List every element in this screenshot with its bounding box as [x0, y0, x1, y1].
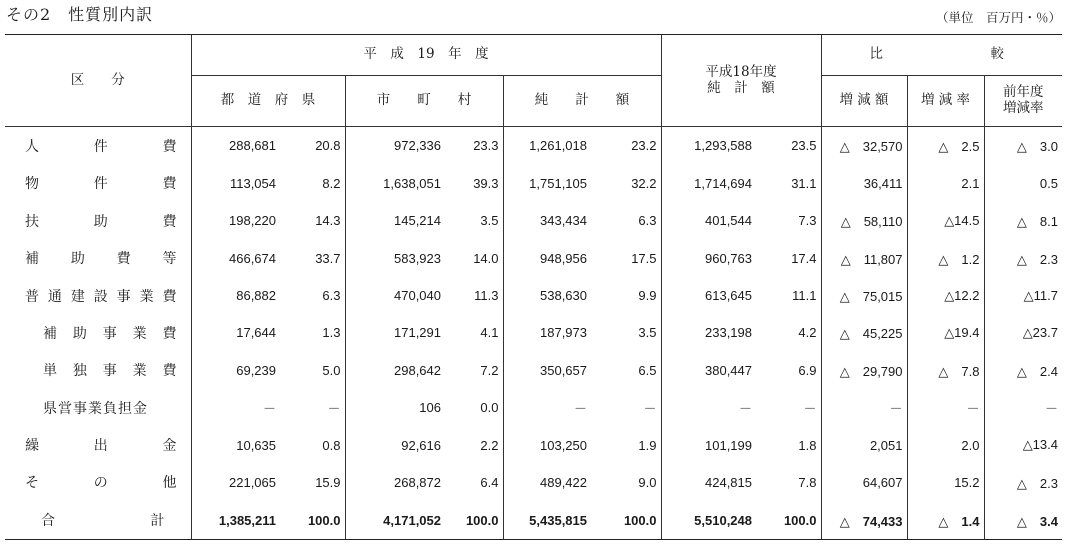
row-label: 合計 — [5, 501, 191, 539]
cell-h18-amount: － — [661, 389, 756, 426]
cell-h18-amount: 1,293,588 — [661, 127, 756, 165]
cell-junkei-amount: 5,435,815 — [503, 501, 591, 539]
row-label: 単独事業費 — [43, 363, 177, 380]
cell-junkei-amount: 948,956 — [503, 240, 591, 277]
header-h18 — [661, 35, 821, 127]
cell-zogengaku: △ 29,790 — [821, 352, 907, 389]
cell-zennendo: △ 3.4 — [984, 501, 1062, 539]
cell-h18-share: 17.4 — [791, 250, 817, 266]
row-label: 人件費 — [25, 138, 177, 155]
cell-shichoson-share: 3.5 — [480, 213, 499, 229]
cell-zogenritsu: △ 1.2 — [907, 240, 984, 277]
cell-zogenritsu: － — [907, 389, 984, 426]
cell-shichoson-amount: 470,040 — [345, 277, 445, 314]
table-row — [5, 202, 1062, 239]
unit-note: （単位 百万円・％） — [935, 10, 1061, 25]
cell-zennendo: △ 8.1 — [984, 202, 1062, 239]
cell-zogenritsu: 2.0 — [907, 426, 984, 463]
table-row — [5, 127, 1062, 165]
cell-junkei-share: 1.9 — [638, 437, 657, 453]
cell-zennendo: △13.4 — [984, 426, 1062, 463]
table-row — [5, 464, 1062, 501]
cell-h18-share: 100.0 — [756, 501, 821, 539]
expenditure-table — [5, 34, 1062, 540]
cell-zogenritsu: △19.4 — [907, 314, 984, 351]
table-row — [5, 426, 1062, 463]
cell-shichoson-share: 2.2 — [480, 437, 499, 453]
cell-junkei-amount: 187,973 — [503, 314, 591, 351]
cell-todofuken-amount: － — [191, 389, 280, 426]
cell-todofuken-share: 0.8 — [322, 437, 341, 453]
cell-todofuken-amount: 69,239 — [191, 352, 280, 389]
cell-junkei-share: 100.0 — [591, 501, 661, 539]
cell-todofuken-share: 6.3 — [322, 288, 341, 304]
cell-junkei-share: 17.5 — [631, 250, 657, 266]
cell-todofuken-amount: 288,681 — [191, 127, 280, 165]
cell-junkei-amount: 1,751,105 — [503, 165, 591, 202]
table-row-total — [5, 501, 1062, 539]
cell-zennendo: △23.7 — [984, 314, 1062, 351]
header-kubun: 区 分 — [5, 35, 191, 127]
cell-shichoson-amount: 171,291 — [345, 314, 445, 351]
cell-todofuken-share: 33.7 — [315, 250, 341, 266]
header-zennendo-line1: 前年度 — [1003, 84, 1044, 101]
cell-h18-share: 23.5 — [791, 138, 817, 154]
cell-h18-amount: 380,447 — [661, 352, 756, 389]
cell-todofuken-amount: 221,065 — [191, 464, 280, 501]
cell-zogengaku: － — [821, 389, 907, 426]
cell-zennendo: △ 2.3 — [984, 464, 1062, 501]
cell-todofuken-amount: 198,220 — [191, 202, 280, 239]
cell-h18-share: 7.3 — [798, 213, 817, 229]
header-zennendo — [984, 76, 1062, 127]
cell-zogenritsu: 15.2 — [907, 464, 984, 501]
cell-zogengaku: △ 11,807 — [821, 240, 907, 277]
cell-shichoson-share: 39.3 — [473, 175, 499, 191]
cell-h18-amount: 233,198 — [661, 314, 756, 351]
table-row — [5, 314, 1062, 351]
row-label: 物件費 — [25, 176, 177, 193]
header-hikaku — [821, 35, 1062, 76]
cell-zennendo: △11.7 — [984, 277, 1062, 314]
cell-h18-amount: 1,714,694 — [661, 165, 756, 202]
cell-zogenritsu: △ 7.8 — [907, 352, 984, 389]
cell-junkei-share: － — [643, 401, 657, 417]
cell-shichoson-share: 0.0 — [480, 400, 499, 416]
cell-todofuken-amount: 1,385,211 — [191, 501, 280, 539]
cell-shichoson-amount: 145,214 — [345, 202, 445, 239]
header-zogengaku: 増 減 額 — [821, 76, 907, 127]
cell-shichoson-amount: 298,642 — [345, 352, 445, 389]
cell-h18-share: 1.8 — [798, 437, 817, 453]
cell-shichoson-share: 4.1 — [480, 325, 499, 341]
row-label: 扶助費 — [25, 213, 177, 230]
cell-zogengaku: 2,051 — [821, 426, 907, 463]
table-row — [5, 352, 1062, 389]
cell-zogengaku: △ 32,570 — [821, 127, 907, 165]
cell-zogengaku: △ 75,015 — [821, 277, 907, 314]
header-todofuken: 都 道 府 県 — [191, 76, 345, 127]
cell-h18-share: 11.1 — [792, 288, 817, 304]
row-label: 補助事業費 — [43, 325, 177, 342]
cell-h18-share: － — [803, 401, 817, 417]
cell-junkei-share: 23.2 — [631, 138, 657, 154]
cell-h18-share: 4.2 — [798, 325, 817, 341]
cell-junkei-amount: 103,250 — [503, 426, 591, 463]
row-label: 補助費等 — [25, 251, 177, 268]
cell-todofuken-share: 100.0 — [280, 501, 345, 539]
cell-zogenritsu: △14.5 — [907, 202, 984, 239]
cell-junkei-share: 3.5 — [638, 325, 657, 341]
table-row — [5, 240, 1062, 277]
cell-junkei-amount: － — [503, 389, 591, 426]
header-shichoson: 市 町 村 — [345, 76, 503, 127]
cell-shichoson-share: 6.4 — [480, 474, 499, 490]
cell-zennendo: △ 3.0 — [984, 127, 1062, 165]
cell-shichoson-amount: 972,336 — [345, 127, 445, 165]
cell-zennendo: 0.5 — [984, 165, 1062, 202]
header-h19: 平 成 19 年 度 — [191, 35, 661, 76]
table-row — [5, 165, 1062, 202]
cell-todofuken-share: － — [327, 401, 341, 417]
cell-zogenritsu: 2.1 — [907, 165, 984, 202]
header-zogenritsu: 増 減 率 — [907, 76, 984, 127]
cell-shichoson-amount: 4,171,052 — [345, 501, 445, 539]
cell-junkei-share: 6.5 — [638, 362, 657, 378]
cell-shichoson-amount: 268,872 — [345, 464, 445, 501]
cell-h18-amount: 424,815 — [661, 464, 756, 501]
header-hikaku-right: 較 — [990, 46, 1004, 63]
cell-zogengaku: 64,607 — [821, 464, 907, 501]
page-title: その2 性質別内訳 — [6, 5, 154, 24]
cell-junkei-amount: 538,630 — [503, 277, 591, 314]
cell-junkei-amount: 489,422 — [503, 464, 591, 501]
cell-shichoson-share: 11.3 — [474, 288, 499, 304]
cell-junkei-share: 9.9 — [638, 288, 657, 304]
cell-junkei-amount: 343,434 — [503, 202, 591, 239]
row-label: 普通建設事業費 — [25, 288, 177, 305]
cell-zogengaku: 36,411 — [821, 165, 907, 202]
header-junkei: 純 計 額 — [503, 76, 661, 127]
cell-todofuken-amount: 17,644 — [191, 314, 280, 351]
cell-todofuken-amount: 113,054 — [191, 165, 280, 202]
cell-shichoson-amount: 106 — [345, 389, 445, 426]
cell-zogengaku: △ 58,110 — [821, 202, 907, 239]
cell-shichoson-share: 14.0 — [473, 250, 499, 266]
cell-shichoson-amount: 92,616 — [345, 426, 445, 463]
cell-zennendo: － — [984, 389, 1062, 426]
cell-h18-amount: 5,510,248 — [661, 501, 756, 539]
cell-todofuken-amount: 466,674 — [191, 240, 280, 277]
cell-h18-amount: 960,763 — [661, 240, 756, 277]
cell-h18-share: 31.1 — [791, 175, 817, 191]
cell-zennendo: △ 2.4 — [984, 352, 1062, 389]
cell-shichoson-amount: 583,923 — [345, 240, 445, 277]
cell-zogengaku: △ 74,433 — [821, 501, 907, 539]
cell-zennendo: △ 2.3 — [984, 240, 1062, 277]
header-h18-line1: 平成18年度 — [705, 63, 777, 80]
cell-h18-share: 6.9 — [798, 362, 817, 378]
cell-todofuken-share: 5.0 — [322, 362, 341, 378]
table-row — [5, 277, 1062, 314]
cell-h18-amount: 613,645 — [661, 277, 756, 314]
cell-junkei-share: 32.2 — [631, 175, 657, 191]
row-label: その他 — [25, 475, 177, 492]
cell-todofuken-share: 15.9 — [315, 474, 341, 490]
cell-shichoson-share: 7.2 — [480, 362, 499, 378]
cell-zogenritsu: △ 2.5 — [907, 127, 984, 165]
row-label: 県営事業負担金 — [43, 400, 148, 417]
cell-todofuken-amount: 86,882 — [191, 277, 280, 314]
header-hikaku-left: 比 — [869, 46, 883, 63]
cell-zogengaku: △ 45,225 — [821, 314, 907, 351]
cell-shichoson-amount: 1,638,051 — [345, 165, 445, 202]
cell-junkei-share: 9.0 — [638, 474, 657, 490]
cell-h18-share: 7.8 — [798, 474, 817, 490]
cell-todofuken-share: 14.3 — [315, 213, 341, 229]
cell-todofuken-amount: 10,635 — [191, 426, 280, 463]
header-h18-line2: 純 計 額 — [707, 79, 775, 96]
cell-junkei-share: 6.3 — [638, 213, 657, 229]
cell-junkei-amount: 350,657 — [503, 352, 591, 389]
row-label: 繰出金 — [25, 438, 177, 455]
cell-zogenritsu: △12.2 — [907, 277, 984, 314]
cell-todofuken-share: 8.2 — [322, 175, 341, 191]
cell-h18-amount: 101,199 — [661, 426, 756, 463]
cell-h18-amount: 401,544 — [661, 202, 756, 239]
cell-shichoson-share: 23.3 — [473, 138, 499, 154]
table-row — [5, 389, 1062, 426]
cell-shichoson-share: 100.0 — [445, 501, 503, 539]
cell-todofuken-share: 20.8 — [315, 138, 341, 154]
cell-todofuken-share: 1.3 — [322, 325, 341, 341]
header-zennendo-line2: 増減率 — [1003, 100, 1044, 116]
cell-zogenritsu: △ 1.4 — [907, 501, 984, 539]
cell-junkei-amount: 1,261,018 — [503, 127, 591, 165]
